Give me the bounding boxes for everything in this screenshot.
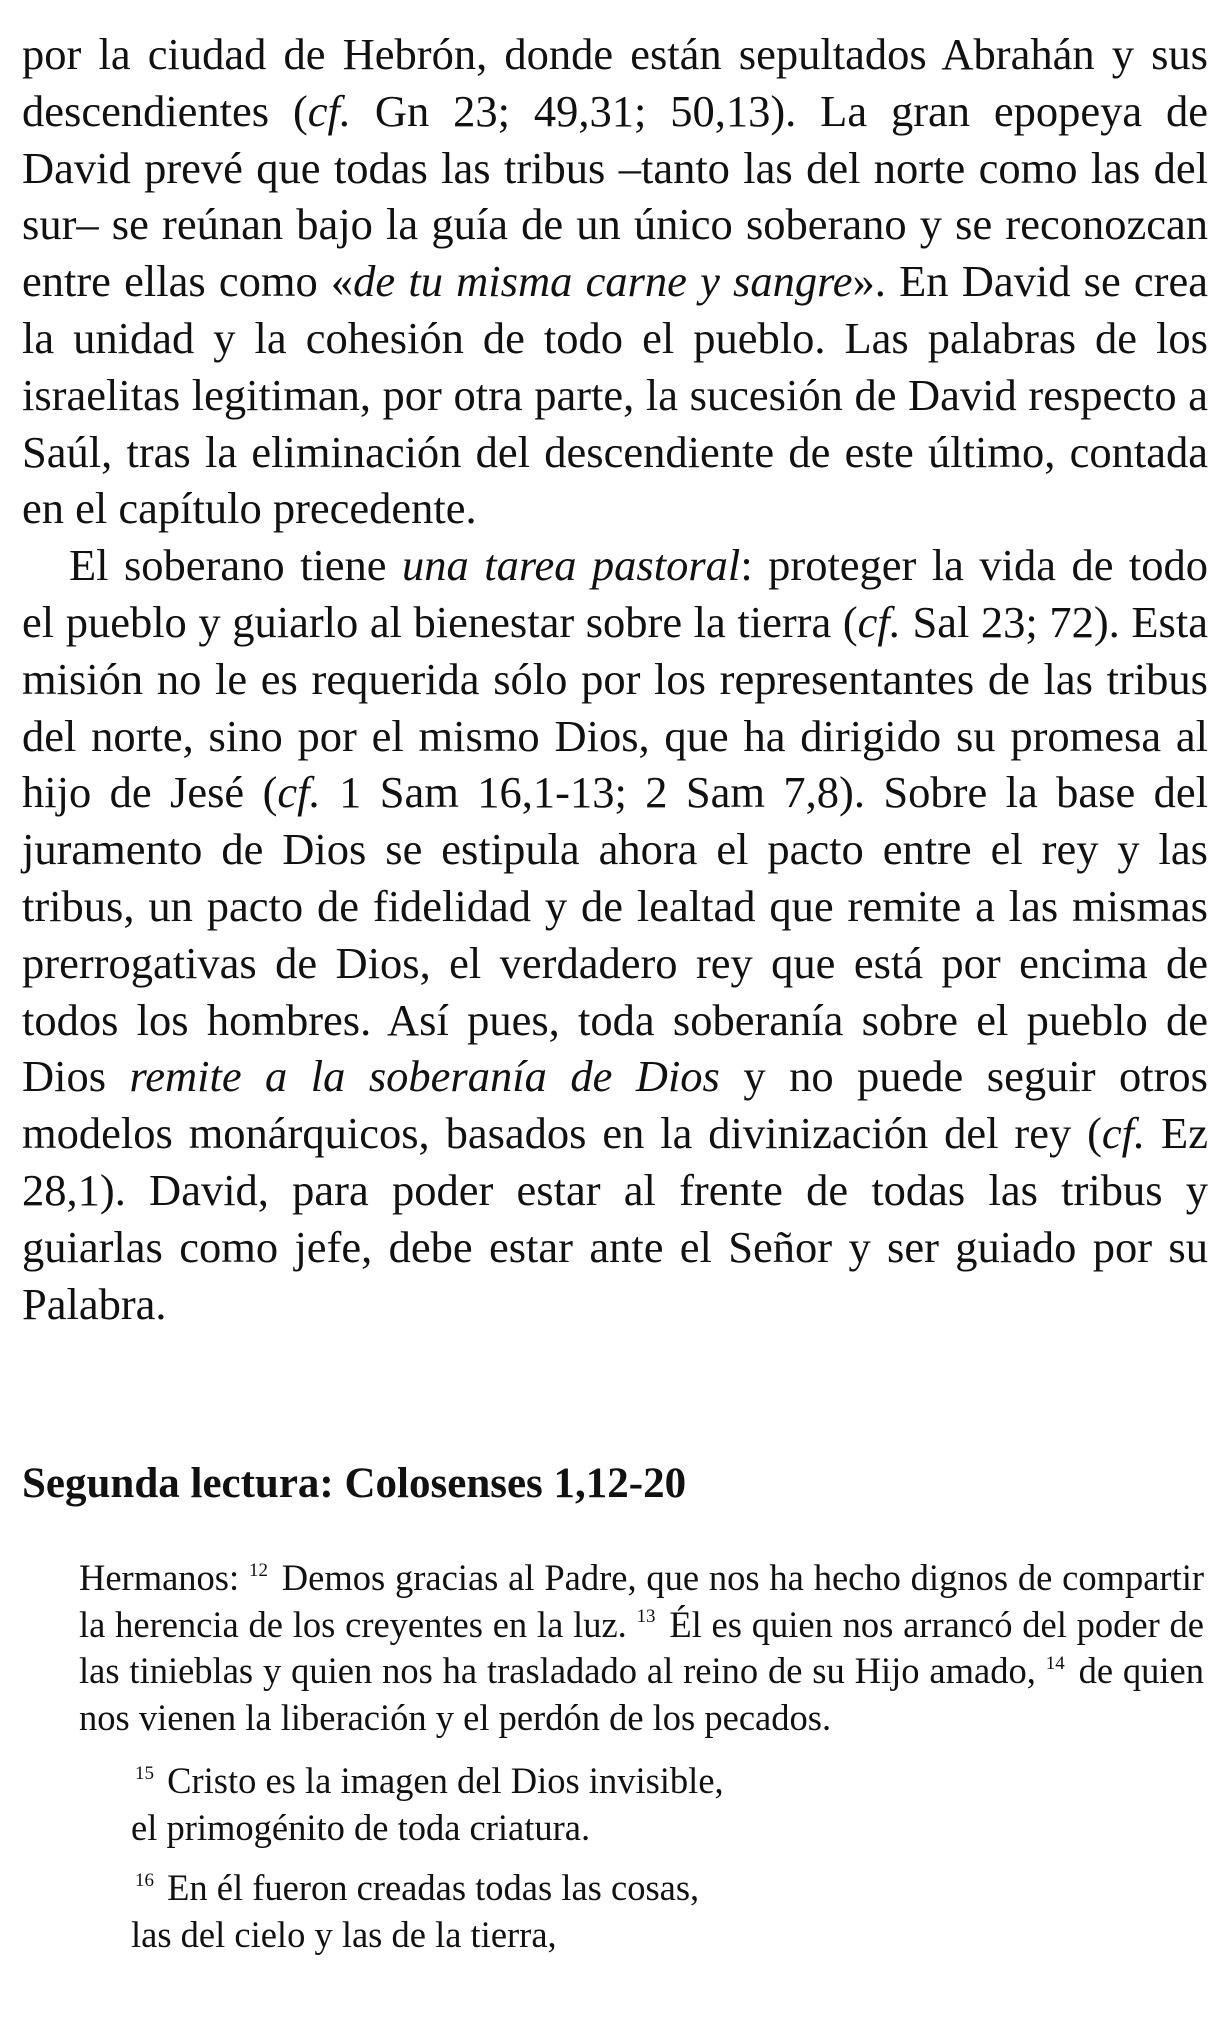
text-segment: El soberano tiene bbox=[69, 540, 403, 591]
verse-number: 16 bbox=[135, 1869, 154, 1891]
text-segment: 1 Sam 16,1-13; 2 Sam 7,8). Sobre la base del juramento de Dios se estipula ahora el pacto entre el rey y las tribus, un pacto de fidelidad y de lealtad que remite a las mismas prerrogativas de Dios, el verdadero rey que está por encima de todos los hombres. Así pues, toda soberanía sobre el pueblo de Dios bbox=[22, 767, 1208, 1102]
paragraph-1 bbox=[22, 26, 1208, 537]
verse-line: las del cielo y las de la tierra, bbox=[131, 1914, 557, 1955]
reading-text bbox=[79, 1555, 1204, 1741]
verse-text: Demos gracias al Padre, que nos ha hecho dignos de compartir la herencia de los creyentes en la luz. bbox=[79, 1557, 1205, 1645]
verse-stanza bbox=[131, 1864, 1131, 1958]
italic-phrase: una tarea pastoral bbox=[402, 540, 741, 591]
text-segment: ». En David se crea la unidad y la cohesión de todo el pueblo. Las palabras de los israelitas legitiman, por otra parte, la sucesión de David respecto a Saúl, tras la eliminación del descendiente de este último, contada en el capítulo precedente. bbox=[22, 256, 1208, 534]
text-segment: y no puede seguir otros modelos monárquicos, basados en la divinización del rey ( bbox=[22, 1051, 1208, 1159]
verse-number: 12 bbox=[248, 1559, 268, 1581]
verse-number: 15 bbox=[135, 1762, 154, 1784]
poetic-verses bbox=[131, 1757, 1131, 1971]
italic-phrase: remite a la soberanía de Dios bbox=[129, 1051, 720, 1102]
verse-text: de quien nos vienen la liberación y el perdón de los pecados. bbox=[79, 1650, 1204, 1738]
cf-abbreviation: cf. bbox=[277, 767, 321, 818]
cf-abbreviation: cf. bbox=[307, 85, 352, 136]
text-segment: : proteger la vida de todo el pueblo y guiarlo al bienestar sobre la tierra ( bbox=[22, 540, 1209, 647]
section-heading: Segunda lectura: Colosenses 1,12-20 bbox=[22, 1460, 687, 1507]
paragraph-2 bbox=[22, 537, 1208, 1332]
verse-text: En él fueron creadas todas las cosas, bbox=[157, 1867, 700, 1908]
reading-paragraph bbox=[79, 1555, 1204, 1741]
verse-stanza bbox=[131, 1757, 1131, 1851]
commentary-text bbox=[22, 26, 1208, 1332]
verse-number: 13 bbox=[636, 1606, 656, 1628]
text-segment: por la ciudad de Hebrón, donde están sepultados Abrahán y sus descendientes ( bbox=[22, 29, 1208, 136]
verse-line: el primogénito de toda criatura. bbox=[131, 1807, 591, 1848]
text-segment: Gn 23; 49,31; 50,13). La gran epopeya de David prevé que todas las tribus –tanto las del norte como las del sur– se reúnan bajo la guía de un único soberano y se reconozcan entre ellas como « bbox=[22, 85, 1208, 307]
verse-number: 14 bbox=[1045, 1652, 1065, 1674]
verse-text: Él es quien nos arrancó del poder de las tinieblas y quien nos ha trasladado al reino de su Hijo amado, bbox=[79, 1603, 1204, 1691]
text-segment: Ez 28,1). David, para poder estar al frente de todas las tribus y guiarlas como jefe, debe estar ante el Señor y ser guiado por su Palabra. bbox=[22, 1108, 1208, 1329]
italic-quote: de tu misma carne y sangre bbox=[353, 256, 853, 307]
verse-text: Cristo es la imagen del Dios invisible, bbox=[157, 1760, 724, 1801]
cf-abbreviation: cf. bbox=[1101, 1108, 1146, 1159]
verse-line bbox=[135, 1757, 1131, 1804]
reading-salutation: Hermanos: bbox=[79, 1557, 249, 1598]
verse-line bbox=[135, 1864, 1131, 1911]
cf-abbreviation: cf. bbox=[857, 596, 901, 647]
text-segment: Sal 23; 72). Esta misión no le es requerida sólo por los representantes de las tribus del norte, sino por el mismo Dios, que ha dirigido su promesa al hijo de Jesé ( bbox=[22, 596, 1208, 818]
